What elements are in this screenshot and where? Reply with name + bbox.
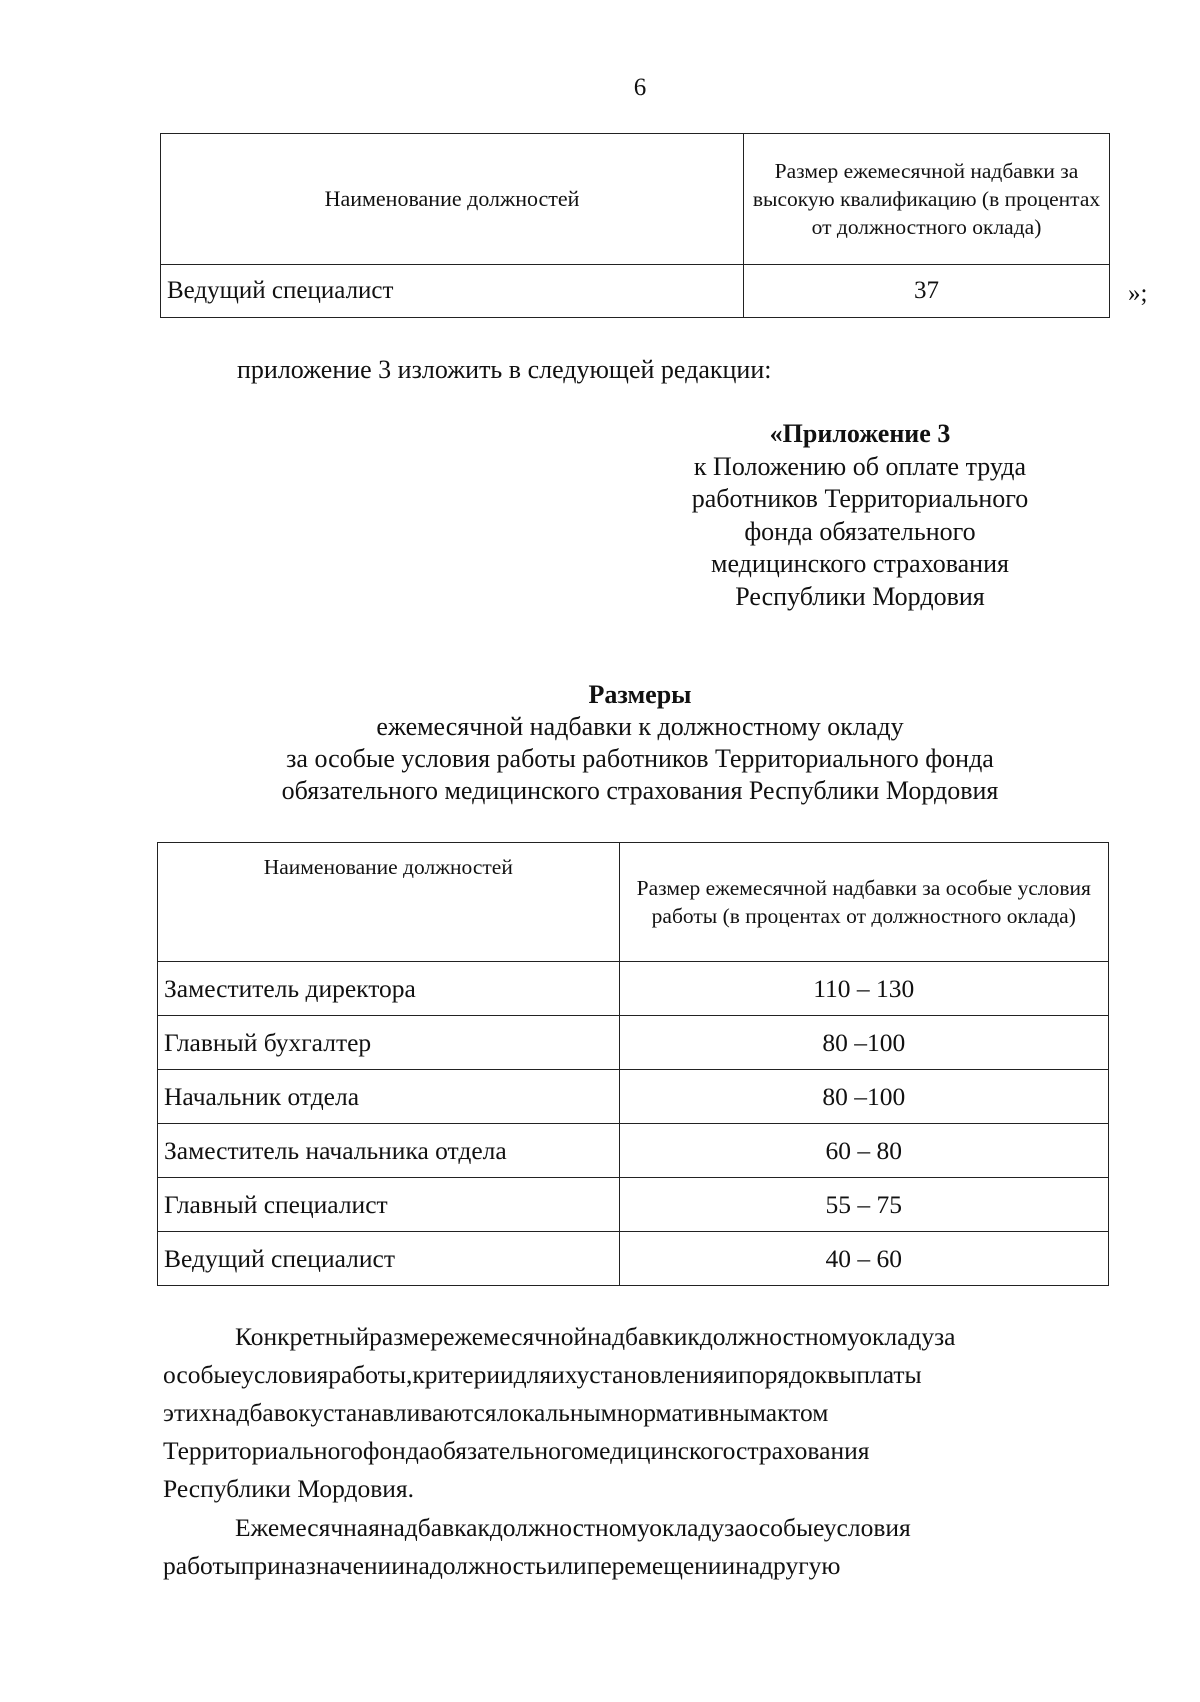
word: Территориального: [163, 1436, 363, 1465]
column-header-position: Наименование должностей: [161, 134, 744, 265]
cell-value: 55 – 75: [619, 1178, 1108, 1232]
cell-position: Начальник отдела: [158, 1070, 620, 1124]
table-row: [158, 1016, 1109, 1070]
word: условия: [823, 1513, 911, 1542]
word: должность: [429, 1551, 547, 1580]
paragraph-line: [163, 1394, 1111, 1432]
word: или: [546, 1551, 587, 1580]
word: устанавливаются: [310, 1398, 497, 1427]
table-header-row: [161, 134, 1110, 265]
cell-position: Главный специалист: [158, 1178, 620, 1232]
word: назначении: [280, 1551, 405, 1580]
paragraph-line: [163, 1318, 1111, 1356]
title-line: ежемесячной надбавки к должностному окладу: [376, 712, 904, 741]
cell-position: Заместитель директора: [158, 962, 620, 1016]
word: выплаты: [827, 1360, 922, 1389]
appendix-line: медицинского страхования: [711, 549, 1009, 578]
cell-value: 80 –100: [619, 1070, 1108, 1124]
document-title: [0, 679, 1200, 807]
column-header-bonus: Размер ежемесячной надбавки за высокую квалификацию (в процентах от должностного оклада): [744, 134, 1110, 265]
appendix-line: к Положению об оплате труда: [693, 451, 1027, 481]
paragraph-line: Республики Мордовия.: [163, 1474, 415, 1503]
closing-quote: »;: [1128, 280, 1148, 307]
cell-position: Заместитель начальника отдела: [158, 1124, 620, 1178]
word: порядок: [738, 1360, 828, 1389]
word: размер: [369, 1322, 444, 1351]
word: работы: [163, 1551, 241, 1580]
column-header-bonus: Размер ежемесячной надбавки за особые условия работы (в процентах от должностного оклада): [619, 843, 1108, 962]
table-row: [161, 265, 1110, 318]
word: их: [551, 1360, 577, 1389]
appendix-line: работников Территориального: [691, 484, 1029, 513]
word: окладу: [859, 1322, 935, 1351]
appendix-line: фонда обязательного: [744, 516, 976, 546]
paragraph-line: [163, 1356, 1111, 1394]
cell-position: Главный бухгалтер: [158, 1016, 620, 1070]
paragraph-1: [163, 1318, 1111, 1508]
word: другую: [760, 1551, 841, 1580]
table-row: [158, 1232, 1109, 1286]
word: условия: [241, 1360, 329, 1389]
appendix-line: Республики Мордовия: [735, 581, 985, 611]
column-header-position: Наименование должностей: [158, 843, 620, 962]
word: актом: [765, 1398, 829, 1427]
word: к: [687, 1322, 700, 1351]
word: надбавки: [587, 1322, 688, 1351]
word: критерии: [412, 1360, 514, 1389]
intro-text: приложение 3 изложить в следующей редакции:: [237, 355, 772, 384]
word: надбавок: [211, 1398, 311, 1427]
table-row: [158, 1178, 1109, 1232]
paragraph-line: [163, 1509, 1111, 1547]
word: особые: [745, 1513, 824, 1542]
cell-value: 40 – 60: [619, 1232, 1108, 1286]
word: к: [477, 1513, 490, 1542]
word: должностному: [489, 1513, 650, 1542]
paragraph-line: [163, 1547, 1111, 1585]
title-heading: Размеры: [588, 680, 692, 709]
page-number: 6: [633, 74, 647, 101]
qualification-bonus-table: [160, 133, 1110, 318]
word: работы,: [328, 1360, 413, 1389]
word: этих: [163, 1398, 212, 1427]
paragraph-line: [163, 1432, 1111, 1470]
word: должностному: [699, 1322, 860, 1351]
word: медицинского: [582, 1436, 737, 1465]
cell-value: 37: [744, 265, 1110, 318]
cell-value: 80 –100: [619, 1016, 1108, 1070]
word: за: [934, 1322, 956, 1351]
word: локальным: [496, 1398, 617, 1427]
word: Конкретный: [235, 1322, 370, 1351]
cell-position: Ведущий специалист: [158, 1232, 620, 1286]
word: при: [240, 1551, 281, 1580]
table-row: [158, 1070, 1109, 1124]
word: надбавка: [379, 1513, 478, 1542]
cell-value: 110 – 130: [619, 962, 1108, 1016]
appendix-block: [640, 418, 1080, 613]
word: окладу: [649, 1513, 725, 1542]
table-header-row: [158, 843, 1109, 962]
word: ежемесячной: [443, 1322, 588, 1351]
title-line: обязательного медицинского страхования Республики Мордовия: [281, 776, 999, 805]
title-line: за особые условия работы работников Территориального фонда: [286, 744, 994, 773]
word: перемещении: [586, 1551, 736, 1580]
word: особые: [163, 1360, 242, 1389]
word: за: [724, 1513, 746, 1542]
appendix-heading: «Приложение 3: [769, 419, 951, 448]
word: страхования: [736, 1436, 870, 1465]
table-row: [158, 962, 1109, 1016]
cell-value: 60 – 80: [619, 1124, 1108, 1178]
word: установления: [576, 1360, 725, 1389]
word: обязательного: [430, 1436, 583, 1465]
table-row: [158, 1124, 1109, 1178]
word: фонда: [362, 1436, 431, 1465]
word: Ежемесячная: [235, 1513, 380, 1542]
word: и: [724, 1360, 739, 1389]
word: нормативным: [616, 1398, 766, 1427]
word: на: [735, 1551, 761, 1580]
paragraph-2: [163, 1509, 1111, 1585]
word: для: [513, 1360, 552, 1389]
word: на: [404, 1551, 430, 1580]
special-conditions-bonus-table: [157, 842, 1109, 1286]
cell-position: Ведущий специалист: [161, 265, 744, 318]
